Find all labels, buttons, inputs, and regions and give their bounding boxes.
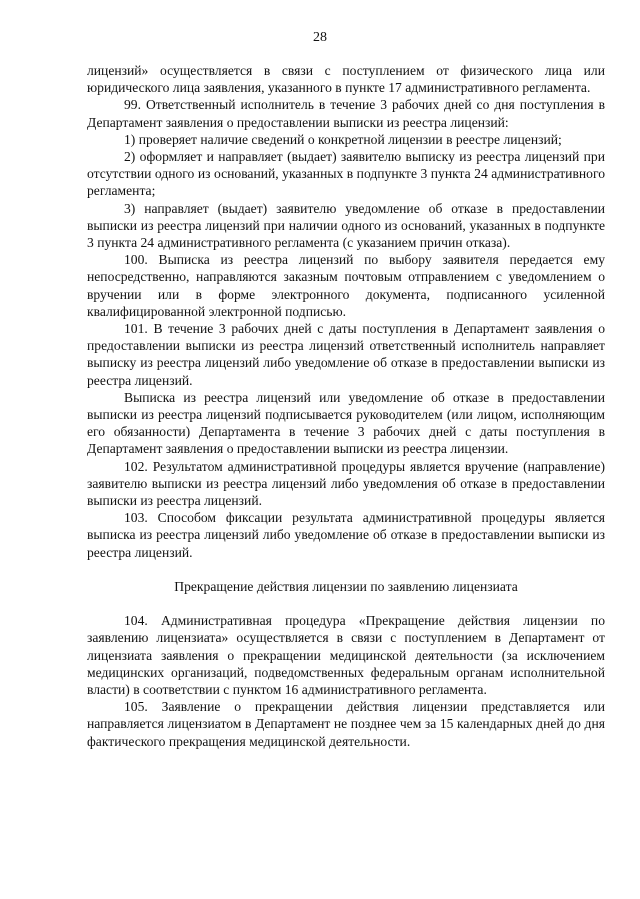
paragraph-99: 99. Ответственный исполнитель в течение 3 рабочих дней со дня поступления в Департамент заявления о предоставлении выписки из реестра лицензий: [87, 97, 605, 130]
paragraph-102: 102. Результатом административной процедуры является вручение (направление) заявителю выписки из реестра лицензий либо уведомления об отказе в предоставлении выписки из реестра лицензий. [87, 458, 605, 509]
section-heading: Прекращение действия лицензии по заявлению лицензиата [174, 578, 518, 594]
paragraph-100: 100. Выписка из реестра лицензий по выбору заявителя передается ему непосредственно, направляются заказным почтовым отправлением с уведомлением о вручении или в форме электронного документа, подписанного усиленной квалифицированной электронной подписью. [87, 252, 605, 319]
document-body [87, 62, 605, 750]
list-item-3: 3) направляет (выдает) заявителю уведомление об отказе в предоставлении выписки из реестра лицензий при наличии одного из оснований, указанных в подпункте 3 пункта 24 административного регламента (с указанием причин отказа). [87, 200, 605, 251]
page-number: 28 [313, 30, 327, 45]
list-item-1: 1) проверяет наличие сведений о конкретной лицензии в реестре лицензий; [124, 131, 562, 147]
list-item-2: 2) оформляет и направляет (выдает) заявителю выписку из реестра лицензий при отсутствии одного из оснований, указанных в подпункте 3 пункта 24 административного регламента; [87, 149, 605, 199]
paragraph-continuation: лицензий» осуществляется в связи с поступлением от физического лица или юридического лица заявления, указанного в пункте 17 административного регламента. [87, 63, 605, 96]
paragraph-101-continued: Выписка из реестра лицензий или уведомление об отказе в предоставлении выписки из реестра лицензий подписывается руководителем (или лицом, исполняющим его обязанности) Департамента в течение 3 рабочих дней с даты поступления в Департамент заявления о предоставлении выписки из реестра лицензии. [87, 389, 605, 457]
paragraph-105: 105. Заявление о прекращении действия лицензии представляется или направляется лицензиатом в Департамент не позднее чем за 15 календарных дней до дня фактического прекращения медицинской деятельности. [87, 699, 605, 749]
paragraph-104: 104. Административная процедура «Прекращение действия лицензии по заявлению лицензиата» осуществляется в связи с поступлением в Департамент от лицензиата заявления о прекращении медицинской деятельности (за исключением медицинских организаций, подведомственных федеральным органам исполнительной власти) в соответствии с пунктом 16 административного регламента. [87, 613, 605, 697]
paragraph-103: 103. Способом фиксации результата административной процедуры является выписка из реестра лицензий либо уведомление об отказе в предоставлении выписки из реестра лицензий. [87, 510, 605, 560]
paragraph-101: 101. В течение 3 рабочих дней с даты поступления в Департамент заявления о предоставлении выписки из реестра лицензий ответственный исполнитель направляет выписку из реестра лицензий либо уведомление об отказе в предоставлении выписки из реестра лицензий. [87, 321, 605, 388]
